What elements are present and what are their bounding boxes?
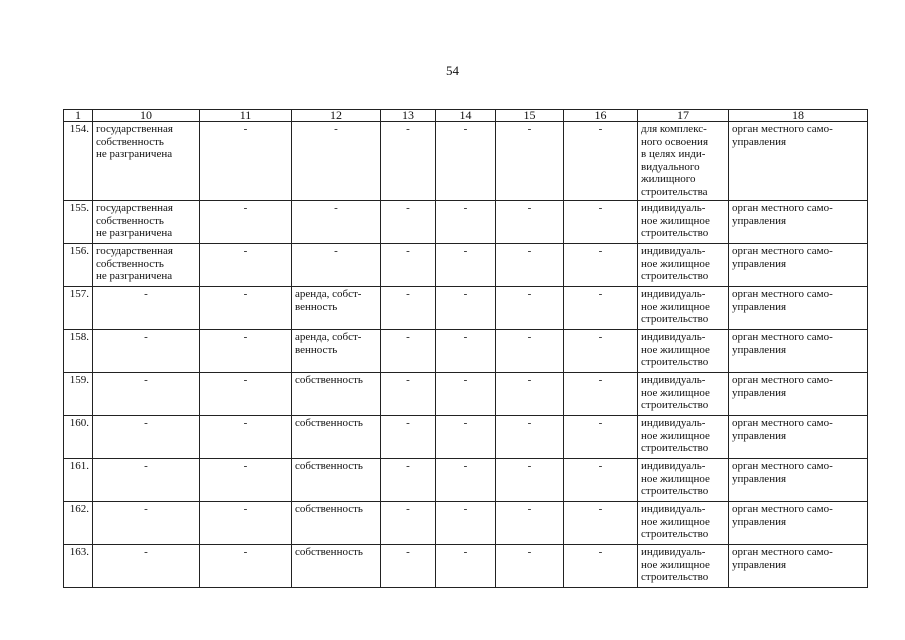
cell-line: индивидуаль- (641, 331, 706, 343)
col-11-cell: - (200, 373, 292, 416)
header-cell: 10 (93, 110, 200, 122)
cell-line: - (144, 374, 148, 386)
col-11-cell: - (200, 244, 292, 287)
header-cell: 18 (729, 110, 868, 122)
cell-line: аренда, собст- (295, 331, 362, 343)
col-13-cell: - (381, 545, 436, 588)
cell-line: собственность (295, 546, 363, 558)
table-body (64, 122, 868, 588)
col-11-cell: - (200, 122, 292, 201)
right-type-cell (292, 502, 381, 545)
col-14-cell: - (436, 545, 496, 588)
right-type-cell (292, 545, 381, 588)
cell-line: не разграничена (96, 227, 173, 239)
col-14-cell: - (436, 459, 496, 502)
table-row (64, 373, 868, 416)
right-type-cell (292, 122, 381, 201)
col-15-cell: - (496, 330, 564, 373)
cell-line: - (144, 331, 148, 343)
table-row (64, 416, 868, 459)
header-cell: 16 (564, 110, 638, 122)
col-16-cell: - (564, 330, 638, 373)
right-type-cell (292, 287, 381, 330)
col-13-cell: - (381, 373, 436, 416)
col-11-cell: - (200, 459, 292, 502)
cell-line: - (334, 123, 338, 135)
ownership-cell (93, 330, 200, 373)
cell-line: венность (295, 300, 338, 313)
col-15-cell: - (496, 416, 564, 459)
permitted-use-cell (638, 201, 729, 244)
table-row (64, 330, 868, 373)
cell-line: орган местного само- (732, 202, 833, 214)
cell-line: управления (732, 429, 787, 442)
ownership-cell (93, 459, 200, 502)
col-13-cell: - (381, 416, 436, 459)
cell-line: государственная (96, 123, 173, 135)
authority-cell (729, 287, 868, 330)
col-16-cell: - (564, 459, 638, 502)
permitted-use-cell (638, 244, 729, 287)
cell-line: не разграничена (96, 148, 173, 160)
table-row (64, 122, 868, 201)
col-11-cell: - (200, 201, 292, 244)
col-15-cell: - (496, 459, 564, 502)
col-13-cell: - (381, 122, 436, 201)
cell-line: ное жилищное (641, 429, 710, 442)
col-15-cell: - (496, 502, 564, 545)
cell-line: строительство (641, 571, 709, 583)
cell-line: управления (732, 257, 787, 270)
cell-line: строительство (641, 227, 709, 239)
row-number-cell: 160. (64, 416, 93, 459)
permitted-use-cell (638, 502, 729, 545)
col-13-cell: - (381, 244, 436, 287)
cell-line: управления (732, 135, 787, 148)
cell-line: - (144, 546, 148, 558)
cell-line: государственная (96, 202, 173, 214)
header-row (64, 110, 868, 122)
right-type-cell (292, 244, 381, 287)
cell-line: орган местного само- (732, 245, 833, 257)
cell-line: индивидуаль- (641, 546, 706, 558)
cell-line: собственность (295, 460, 363, 472)
row-number-cell: 163. (64, 545, 93, 588)
cell-line: орган местного само- (732, 460, 833, 472)
ownership-cell (93, 416, 200, 459)
row-number-cell: 156. (64, 244, 93, 287)
cell-line: орган местного само- (732, 503, 833, 515)
cell-line: строительство (641, 399, 709, 411)
permitted-use-cell (638, 287, 729, 330)
permitted-use-cell (638, 459, 729, 502)
row-number-cell: 157. (64, 287, 93, 330)
col-11-cell: - (200, 330, 292, 373)
table-row (64, 502, 868, 545)
cell-line: строительства (641, 185, 708, 198)
ownership-cell (93, 244, 200, 287)
col-15-cell: - (496, 545, 564, 588)
cell-line: не разграничена (96, 270, 173, 282)
cell-line: ное жилищное (641, 472, 710, 485)
header-cell: 12 (292, 110, 381, 122)
col-14-cell: - (436, 373, 496, 416)
cell-line: управления (732, 214, 787, 227)
cell-line: ное жилищное (641, 300, 710, 313)
cell-line: управления (732, 558, 787, 571)
header-cell: 14 (436, 110, 496, 122)
col-13-cell: - (381, 201, 436, 244)
cell-line: - (144, 288, 148, 300)
row-number-cell: 162. (64, 502, 93, 545)
right-type-cell (292, 459, 381, 502)
row-number-cell: 155. (64, 201, 93, 244)
cell-line: управления (732, 343, 787, 356)
right-type-cell (292, 416, 381, 459)
col-14-cell: - (436, 244, 496, 287)
header-cell: 17 (638, 110, 729, 122)
cell-line: ного освоения (641, 135, 708, 148)
cell-line: - (144, 417, 148, 429)
col-11-cell: - (200, 416, 292, 459)
right-type-cell (292, 330, 381, 373)
permitted-use-cell (638, 373, 729, 416)
permitted-use-cell (638, 416, 729, 459)
cell-line: ное жилищное (641, 515, 710, 528)
cell-line: ное жилищное (641, 386, 710, 399)
cell-line: орган местного само- (732, 123, 833, 135)
ownership-cell (93, 201, 200, 244)
header-cell: 11 (200, 110, 292, 122)
col-16-cell: - (564, 244, 638, 287)
cell-line: - (334, 245, 338, 257)
cell-line: индивидуаль- (641, 374, 706, 386)
col-14-cell: - (436, 330, 496, 373)
cell-line: строительство (641, 270, 709, 282)
col-16-cell: - (564, 287, 638, 330)
col-15-cell: - (496, 244, 564, 287)
table-row (64, 244, 868, 287)
cell-line: венность (295, 343, 338, 356)
cell-line: собственность (295, 374, 363, 386)
header-cell: 1 (64, 110, 93, 122)
cell-line: индивидуаль- (641, 288, 706, 300)
col-14-cell: - (436, 287, 496, 330)
cell-line: управления (732, 386, 787, 399)
authority-cell (729, 330, 868, 373)
cell-line: собственность (96, 257, 164, 270)
row-number-cell: 161. (64, 459, 93, 502)
table-row (64, 459, 868, 502)
cell-line: собственность (96, 214, 164, 227)
col-15-cell: - (496, 373, 564, 416)
col-16-cell: - (564, 122, 638, 201)
cell-line: строительство (641, 313, 709, 325)
col-16-cell: - (564, 545, 638, 588)
permitted-use-cell (638, 545, 729, 588)
col-16-cell: - (564, 201, 638, 244)
col-14-cell: - (436, 201, 496, 244)
cell-line: собственность (295, 417, 363, 429)
authority-cell (729, 244, 868, 287)
col-13-cell: - (381, 459, 436, 502)
col-11-cell: - (200, 502, 292, 545)
row-number-cell: 158. (64, 330, 93, 373)
row-number-cell: 159. (64, 373, 93, 416)
cell-line: жилищного (641, 173, 696, 185)
cell-line: - (334, 202, 338, 214)
cell-line: аренда, собст- (295, 288, 362, 300)
permitted-use-cell (638, 122, 729, 201)
cell-line: орган местного само- (732, 288, 833, 300)
col-15-cell: - (496, 287, 564, 330)
permitted-use-cell (638, 330, 729, 373)
col-15-cell: - (496, 201, 564, 244)
cell-line: в целях инди- (641, 148, 706, 160)
cell-line: ное жилищное (641, 257, 710, 270)
cell-line: индивидуаль- (641, 460, 706, 472)
col-13-cell: - (381, 330, 436, 373)
authority-cell (729, 373, 868, 416)
cell-line: орган местного само- (732, 417, 833, 429)
table-row (64, 201, 868, 244)
cell-line: орган местного само- (732, 331, 833, 343)
col-13-cell: - (381, 287, 436, 330)
cell-line: орган местного само- (732, 374, 833, 386)
authority-cell (729, 459, 868, 502)
cell-line: ное жилищное (641, 343, 710, 356)
col-16-cell: - (564, 416, 638, 459)
cell-line: строительство (641, 356, 709, 368)
cell-line: собственность (295, 503, 363, 515)
col-14-cell: - (436, 502, 496, 545)
ownership-cell (93, 373, 200, 416)
ownership-cell (93, 502, 200, 545)
authority-cell (729, 416, 868, 459)
right-type-cell (292, 201, 381, 244)
cell-line: для комплекс- (641, 123, 707, 135)
cell-line: собственность (96, 135, 164, 148)
ownership-cell (93, 122, 200, 201)
row-number-cell: 154. (64, 122, 93, 201)
header-cell: 13 (381, 110, 436, 122)
cell-line: ное жилищное (641, 214, 710, 227)
ownership-cell (93, 545, 200, 588)
table-row (64, 545, 868, 588)
cell-line: индивидуаль- (641, 503, 706, 515)
col-15-cell: - (496, 122, 564, 201)
ownership-cell (93, 287, 200, 330)
cell-line: строительство (641, 485, 709, 497)
authority-cell (729, 122, 868, 201)
authority-cell (729, 545, 868, 588)
cell-line: управления (732, 472, 787, 485)
col-16-cell: - (564, 502, 638, 545)
col-14-cell: - (436, 416, 496, 459)
authority-cell (729, 201, 868, 244)
cell-line: управления (732, 515, 787, 528)
col-11-cell: - (200, 287, 292, 330)
cell-line: государственная (96, 245, 173, 257)
cell-line: строительство (641, 442, 709, 454)
cell-line: - (144, 460, 148, 472)
cell-line: индивидуаль- (641, 245, 706, 257)
authority-cell (729, 502, 868, 545)
cell-line: индивидуаль- (641, 202, 706, 214)
cell-line: ное жилищное (641, 558, 710, 571)
col-13-cell: - (381, 502, 436, 545)
cell-line: - (144, 503, 148, 515)
cell-line: индивидуаль- (641, 417, 706, 429)
table-row (64, 287, 868, 330)
col-16-cell: - (564, 373, 638, 416)
right-type-cell (292, 373, 381, 416)
cell-line: орган местного само- (732, 546, 833, 558)
cell-line: строительство (641, 528, 709, 540)
cell-line: видуального (641, 160, 700, 173)
col-11-cell: - (200, 545, 292, 588)
cell-line: управления (732, 300, 787, 313)
header-cell: 15 (496, 110, 564, 122)
land-plots-table (63, 109, 868, 588)
col-14-cell: - (436, 122, 496, 201)
page-number: 54 (446, 63, 459, 78)
